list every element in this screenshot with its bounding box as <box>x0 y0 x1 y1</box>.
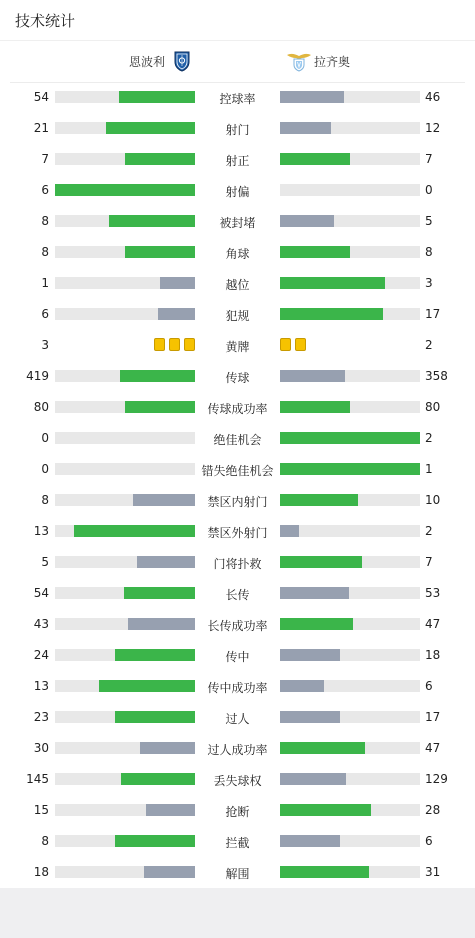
stat-row <box>0 206 475 237</box>
home-value: 8 <box>41 493 49 507</box>
away-value: 358 <box>425 369 448 383</box>
stat-row <box>0 361 475 392</box>
away-value: 2 <box>425 338 433 352</box>
home-bar-fill <box>106 122 195 134</box>
home-bar-track <box>55 649 195 661</box>
away-bar-track <box>280 525 420 537</box>
home-bar-fill <box>128 618 195 630</box>
away-value: 7 <box>425 555 433 569</box>
stat-label: 过人成功率 <box>207 743 268 757</box>
stat-row <box>0 144 475 175</box>
stat-row <box>0 485 475 516</box>
home-bar-fill <box>125 401 195 413</box>
home-bar-fill <box>55 184 195 196</box>
away-value: 2 <box>425 431 433 445</box>
home-value: 30 <box>33 741 49 755</box>
home-value: 145 <box>26 772 49 786</box>
stat-label: 门将扑救 <box>213 557 262 571</box>
stat-label: 传球成功率 <box>207 402 268 416</box>
away-bar-fill <box>280 618 353 630</box>
home-bar-track <box>55 91 195 103</box>
home-value: 0 <box>41 431 49 445</box>
home-value: 8 <box>41 214 49 228</box>
stat-label: 拦截 <box>225 836 250 850</box>
away-bar-fill <box>280 215 334 227</box>
home-bar-fill <box>115 711 196 723</box>
away-value: 0 <box>425 183 433 197</box>
away-bar-track <box>280 308 420 320</box>
away-bar-track <box>280 153 420 165</box>
stat-row <box>0 113 475 144</box>
away-value: 2 <box>425 524 433 538</box>
away-value: 47 <box>425 617 441 631</box>
home-bar-track <box>55 246 195 258</box>
away-bar-fill <box>280 401 350 413</box>
away-value: 17 <box>425 710 441 724</box>
away-bar-track <box>280 680 420 692</box>
away-bar-fill <box>280 494 358 506</box>
home-team-name: 恩波利 <box>128 54 165 69</box>
away-value: 1 <box>425 462 433 476</box>
away-bar-track <box>280 246 420 258</box>
stat-label: 射偏 <box>225 185 250 199</box>
away-bar-track <box>280 401 420 413</box>
home-bar-track <box>55 463 195 475</box>
home-bar-fill <box>121 773 195 785</box>
yellow-card-icon <box>169 338 180 351</box>
away-value: 80 <box>425 400 441 414</box>
home-bar-track <box>55 277 195 289</box>
stat-label: 黄牌 <box>225 340 250 354</box>
away-value: 5 <box>425 214 433 228</box>
home-bar-fill <box>115 835 195 847</box>
home-value: 8 <box>41 834 49 848</box>
stat-label: 长传成功率 <box>207 619 268 633</box>
away-value: 7 <box>425 152 433 166</box>
yellow-card-icon <box>184 338 195 351</box>
away-bar-fill <box>280 742 365 754</box>
away-bar-fill <box>280 246 350 258</box>
home-value: 1 <box>41 276 49 290</box>
away-bar-track <box>280 556 420 568</box>
stat-label: 犯规 <box>225 309 250 323</box>
home-value: 8 <box>41 245 49 259</box>
away-bar-track <box>280 742 420 754</box>
stat-row <box>0 671 475 702</box>
stat-label: 角球 <box>225 247 250 261</box>
stat-label: 传中 <box>225 650 250 664</box>
home-value: 13 <box>33 524 49 538</box>
home-bar-track <box>55 556 195 568</box>
stat-row <box>0 516 475 547</box>
away-value: 53 <box>425 586 441 600</box>
stat-row <box>0 764 475 795</box>
stat-row <box>0 268 475 299</box>
away-bar-track <box>280 215 420 227</box>
home-bar-track <box>55 494 195 506</box>
away-bar-track <box>280 370 420 382</box>
stat-row <box>0 175 475 206</box>
away-bar-fill <box>280 525 299 537</box>
home-bar-fill <box>109 215 195 227</box>
home-value: 54 <box>33 586 49 600</box>
stat-row <box>0 640 475 671</box>
stat-row <box>0 82 475 113</box>
home-bar-track <box>55 680 195 692</box>
away-bar-fill <box>280 432 420 444</box>
home-value: 0 <box>41 462 49 476</box>
stat-label: 丢失球权 <box>213 774 262 788</box>
stat-label: 射正 <box>225 154 250 168</box>
stat-row <box>0 237 475 268</box>
away-bar-fill <box>280 773 346 785</box>
away-bar-fill <box>280 587 349 599</box>
home-bar-track <box>55 370 195 382</box>
away-bar-fill <box>280 835 340 847</box>
home-value: 5 <box>41 555 49 569</box>
away-bar-track <box>280 618 420 630</box>
home-bar-fill <box>146 804 195 816</box>
away-bar-fill <box>280 463 420 475</box>
yellow-card-icon <box>280 338 291 351</box>
home-value: 419 <box>26 369 49 383</box>
teams-header <box>10 41 465 83</box>
away-bar-fill <box>280 680 324 692</box>
away-bar-track <box>280 804 420 816</box>
away-bar-fill <box>280 370 345 382</box>
home-bar-fill <box>74 525 195 537</box>
stat-row <box>0 826 475 857</box>
lazio-eagle-crest-icon <box>286 50 308 72</box>
stat-row <box>0 547 475 578</box>
home-value: 80 <box>33 400 49 414</box>
stat-row <box>0 578 475 609</box>
away-bar-fill <box>280 866 369 878</box>
home-value: 6 <box>41 307 49 321</box>
away-value: 10 <box>425 493 441 507</box>
home-value: 15 <box>33 803 49 817</box>
away-team-name: 拉齐奥 <box>314 54 351 69</box>
stat-row <box>0 702 475 733</box>
away-bar-track <box>280 866 420 878</box>
away-bar-track <box>280 649 420 661</box>
header <box>0 0 475 41</box>
stat-row <box>0 330 475 361</box>
away-value: 8 <box>425 245 433 259</box>
away-bar-fill <box>280 711 340 723</box>
away-value: 47 <box>425 741 441 755</box>
away-value: 31 <box>425 865 441 879</box>
stat-label: 传球 <box>225 371 250 385</box>
away-value: 17 <box>425 307 441 321</box>
away-bar-track <box>280 494 420 506</box>
stat-row <box>0 795 475 826</box>
away-bar-fill <box>280 308 383 320</box>
home-team[interactable] <box>129 50 193 72</box>
home-value: 18 <box>33 865 49 879</box>
stat-label: 长传 <box>225 588 250 602</box>
home-value: 13 <box>33 679 49 693</box>
away-bar-fill <box>280 649 340 661</box>
stat-row <box>0 857 475 888</box>
away-yellow-cards <box>280 338 306 351</box>
away-bar-fill <box>280 804 371 816</box>
stat-row <box>0 454 475 485</box>
away-bar-track <box>280 184 420 196</box>
away-bar-track <box>280 91 420 103</box>
away-bar-track <box>280 773 420 785</box>
stat-label: 禁区内射门 <box>207 495 268 509</box>
home-yellow-cards <box>154 338 195 351</box>
home-bar-fill <box>120 370 195 382</box>
away-value: 18 <box>425 648 441 662</box>
home-bar-fill <box>125 153 195 165</box>
home-bar-track <box>55 401 195 413</box>
away-bar-track <box>280 835 420 847</box>
stat-label: 被封堵 <box>219 216 256 230</box>
stat-label: 控球率 <box>219 92 256 106</box>
home-value: 54 <box>33 90 49 104</box>
home-value: 7 <box>41 152 49 166</box>
home-bar-track <box>55 711 195 723</box>
stat-label: 错失绝佳机会 <box>201 464 274 478</box>
home-bar-fill <box>124 587 195 599</box>
home-bar-track <box>55 742 195 754</box>
home-bar-track <box>55 773 195 785</box>
home-bar-track <box>55 587 195 599</box>
away-bar-track <box>280 277 420 289</box>
away-bar-fill <box>280 277 385 289</box>
away-value: 3 <box>425 276 433 290</box>
home-bar-fill <box>160 277 195 289</box>
away-value: 12 <box>425 121 441 135</box>
away-bar-fill <box>280 122 331 134</box>
away-value: 6 <box>425 679 433 693</box>
home-value: 23 <box>33 710 49 724</box>
home-bar-fill <box>115 649 195 661</box>
home-bar-fill <box>119 91 195 103</box>
away-value: 129 <box>425 772 448 786</box>
away-bar-track <box>280 587 420 599</box>
stat-row <box>0 609 475 640</box>
away-bar-track <box>280 711 420 723</box>
away-value: 28 <box>425 803 441 817</box>
home-value: 21 <box>33 121 49 135</box>
stat-label: 传中成功率 <box>207 681 268 695</box>
away-value: 6 <box>425 834 433 848</box>
stat-label: 绝佳机会 <box>213 433 262 447</box>
home-value: 43 <box>33 617 49 631</box>
stat-label: 抢断 <box>225 805 250 819</box>
home-bar-fill <box>99 680 195 692</box>
stat-row <box>0 299 475 330</box>
home-bar-track <box>55 618 195 630</box>
home-bar-track <box>55 525 195 537</box>
home-bar-fill <box>133 494 195 506</box>
home-bar-fill <box>125 246 195 258</box>
home-bar-fill <box>140 742 195 754</box>
home-bar-track <box>55 122 195 134</box>
home-bar-track <box>55 835 195 847</box>
home-bar-track <box>55 308 195 320</box>
away-bar-track <box>280 122 420 134</box>
stat-label: 越位 <box>225 278 250 292</box>
stat-label: 禁区外射门 <box>207 526 268 540</box>
away-bar-track <box>280 432 420 444</box>
stat-row <box>0 733 475 764</box>
home-bar-track <box>55 184 195 196</box>
away-value: 46 <box>425 90 441 104</box>
away-bar-track <box>280 463 420 475</box>
stat-label: 过人 <box>225 712 250 726</box>
home-bar-track <box>55 153 195 165</box>
stat-row <box>0 392 475 423</box>
empoli-crest-icon <box>171 50 193 72</box>
page-title: 技术统计 <box>15 11 76 30</box>
yellow-card-icon <box>154 338 165 351</box>
home-value: 3 <box>41 338 49 352</box>
stat-label: 射门 <box>225 123 250 137</box>
home-bar-track <box>55 432 195 444</box>
stat-row <box>0 423 475 454</box>
home-bar-fill <box>137 556 195 568</box>
away-bar-fill <box>280 556 362 568</box>
yellow-card-icon <box>295 338 306 351</box>
home-bar-track <box>55 804 195 816</box>
home-bar-fill <box>158 308 195 320</box>
away-team[interactable] <box>286 50 350 72</box>
home-bar-track <box>55 866 195 878</box>
home-value: 24 <box>33 648 49 662</box>
away-bar-fill <box>280 91 344 103</box>
home-value: 6 <box>41 183 49 197</box>
home-bar-fill <box>144 866 195 878</box>
home-bar-track <box>55 215 195 227</box>
stat-label: 解围 <box>225 867 250 881</box>
away-bar-fill <box>280 153 350 165</box>
